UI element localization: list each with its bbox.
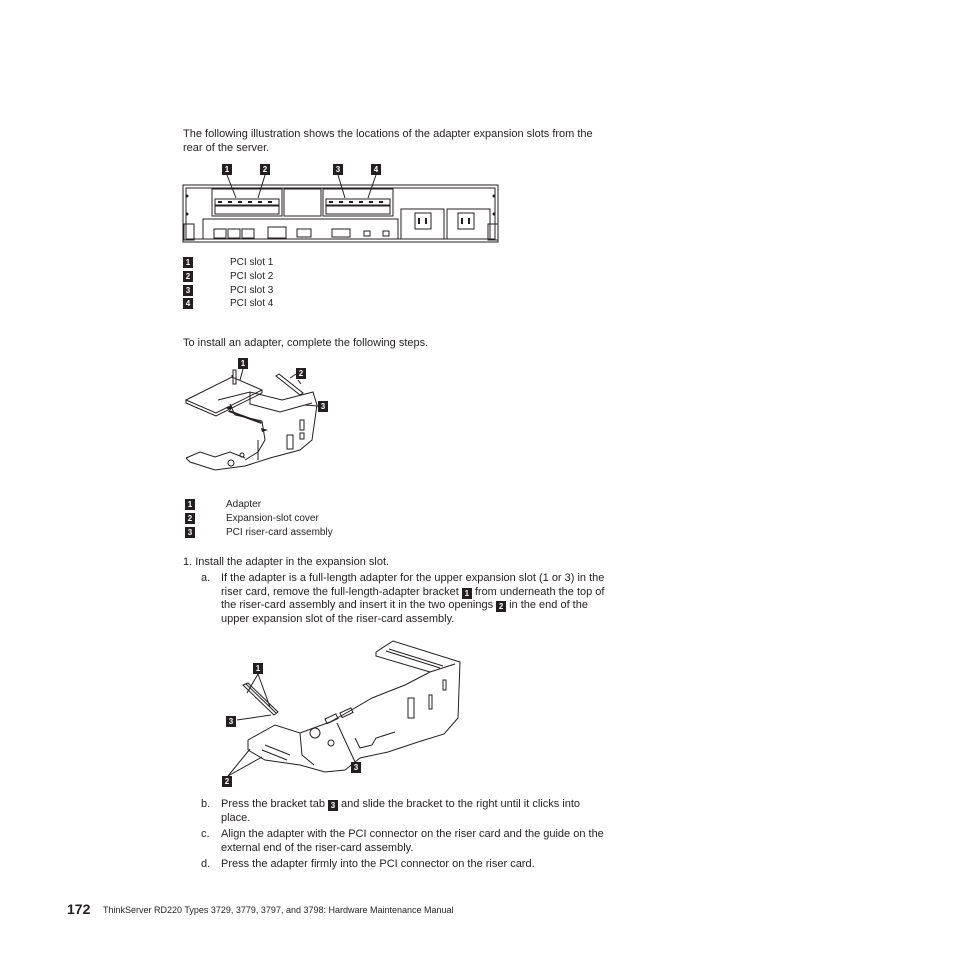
step-1: 1. Install the adapter in the expansion slot. — [183, 556, 390, 568]
callout-1: 1 — [238, 358, 248, 369]
callout-3: 3 — [226, 716, 236, 727]
callout-2: 2 — [222, 776, 232, 787]
intro-paragraph: The following illustration shows the locations of the adapter expansion slots from the rear of the server. — [183, 128, 593, 154]
step-c-marker: c. — [201, 828, 210, 840]
step-b-part2: and slide the bracket to the right until it clicks into place. — [221, 798, 581, 824]
callout-2: 2 — [296, 368, 306, 379]
inline-callout-1: 1 — [462, 588, 472, 599]
legend-label: PCI slot 2 — [230, 271, 274, 282]
install-intro: To install an adapter, complete the following steps. — [183, 337, 429, 349]
callout-4: 4 — [371, 164, 381, 175]
callout-1: 1 — [253, 663, 263, 674]
callout-2: 2 — [260, 164, 270, 175]
step-a-marker: a. — [201, 572, 211, 584]
legend-label: Adapter — [226, 499, 262, 510]
legend-number: 3 — [183, 285, 193, 296]
legend-label: PCI slot 1 — [230, 257, 274, 268]
page-number: 172 — [67, 901, 91, 917]
footer-title: ThinkServer RD220 Types 3729, 3779, 3797, and 3798: Hardware Maintenance Manual — [103, 905, 454, 915]
legend-number: 1 — [183, 257, 193, 268]
step-a-part2: from underneath the top of the riser-card assembly and insert it in the two openings — [221, 585, 605, 611]
step-d-text: Press the adapter firmly into the PCI connector on the riser card. — [221, 858, 535, 870]
legend-number: 3 — [185, 527, 195, 538]
step-b-text — [221, 798, 608, 825]
step-d-marker: d. — [201, 858, 211, 870]
legend-label: PCI slot 4 — [230, 298, 274, 309]
legend-number: 2 — [183, 271, 193, 282]
inline-callout-3: 3 — [328, 800, 338, 811]
legend-label: PCI riser-card assembly — [226, 527, 333, 538]
step-c-text: Align the adapter with the PCI connector on the riser card and the guide on the external end of the riser-card assembly. — [221, 828, 604, 854]
legend-number: 2 — [185, 513, 195, 524]
inline-callout-2: 2 — [496, 601, 506, 612]
step-b-part1: Press the bracket tab — [221, 798, 325, 810]
legend-label: Expansion-slot cover — [226, 513, 319, 524]
step-a-part3: in the end of the upper expansion slot of the riser-card assembly. — [221, 599, 588, 625]
legend-number: 1 — [185, 499, 195, 510]
step-a-part1: If the adapter is a full-length adapter for the upper expansion slot (1 or 3) in the riser card, remove the full-length-adapter bracket — [221, 572, 605, 598]
legend-number: 4 — [183, 298, 193, 309]
callout-1: 1 — [222, 164, 232, 175]
callout-3: 3 — [318, 401, 328, 412]
callout-3: 3 — [351, 762, 361, 773]
legend-label: PCI slot 3 — [230, 285, 274, 296]
callout-3: 3 — [333, 164, 343, 175]
step-b-marker: b. — [201, 798, 211, 810]
